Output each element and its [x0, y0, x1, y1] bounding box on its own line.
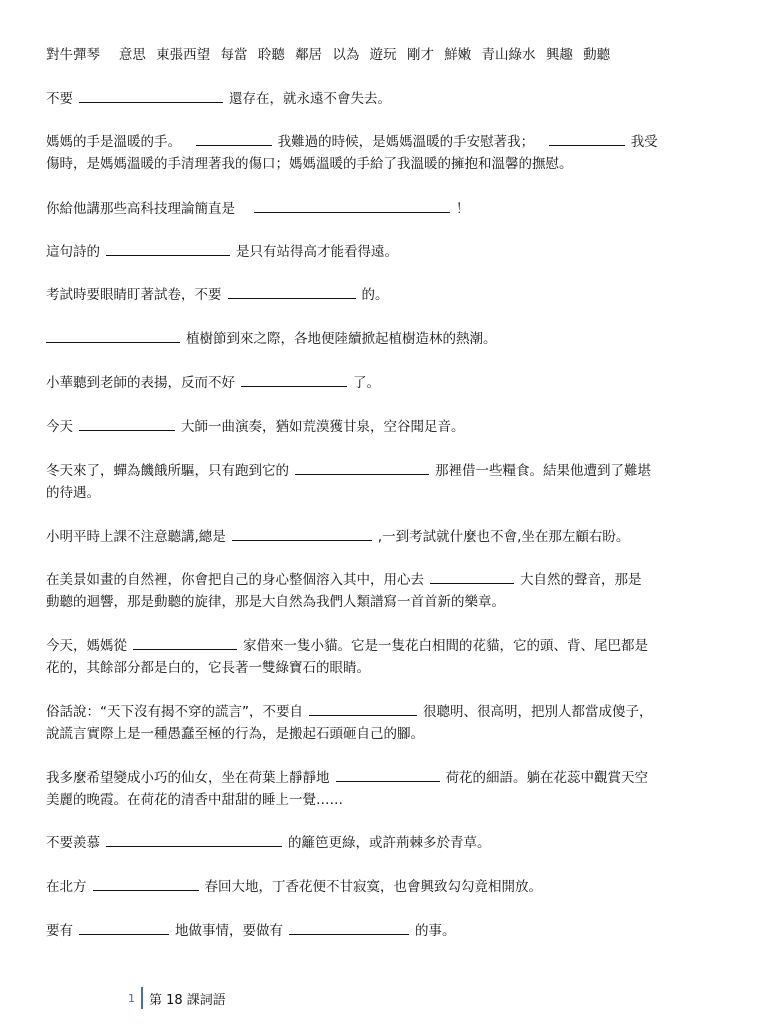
question-16: 在北方 春回大地，丁香花便不甘寂寞，也會興致勾勾竟相開放。 — [46, 879, 542, 895]
question-14: 我多麼希望變成小巧的仙女，坐在荷葉上靜靜地 荷花的細語。躺在花蕊中觀賞天空 — [46, 770, 648, 786]
answer-blank[interactable] — [79, 922, 169, 935]
answer-blank[interactable] — [430, 571, 514, 584]
word-bank-item: 以為 — [332, 47, 360, 63]
answer-blank[interactable] — [46, 330, 180, 343]
answer-blank[interactable] — [93, 878, 199, 891]
word-bank-item: 每當 — [220, 47, 248, 63]
answer-blank[interactable] — [106, 243, 230, 256]
answer-blank[interactable] — [196, 133, 272, 146]
answer-blank[interactable] — [336, 769, 440, 782]
answer-blank[interactable] — [309, 703, 417, 716]
question-8: 今天 大師一曲演奏，猶如荒漠獲甘泉，空谷聞足音。 — [46, 419, 465, 435]
answer-blank[interactable] — [106, 834, 282, 847]
word-bank — [46, 44, 726, 66]
word-bank-item: 動聽 — [583, 47, 611, 63]
word-bank-item: 東張西望 — [156, 47, 211, 63]
question-2-continued: 傷時，是媽媽溫暖的手清理著我的傷口；媽媽溫暖的手給了我溫暖的擁抱和溫馨的撫慰。 — [46, 156, 573, 172]
question-14-continued: 美麗的晚霞。在荷花的清香中甜甜的睡上一覺…… — [46, 792, 343, 808]
question-10: 小明平時上課不注意聽講,總是 ,一到考試就什麼也不會,坐在那左顧右盼。 — [46, 529, 630, 545]
question-15: 不要羨慕 的籬笆更綠，或許荊棘多於青草。 — [46, 835, 491, 851]
question-2: 媽媽的手是溫暖的手。 我難過的時候，是媽媽溫暖的手安慰著我； 我受 — [46, 134, 658, 150]
question-17: 要有 地做事情，要做有 的事。 — [46, 923, 456, 939]
question-7: 小華聽到老師的表揚，反而不好 了。 — [46, 375, 380, 391]
question-13-continued: 說謊言實際上是一種愚蠢至極的行為，是搬起石頭砸自己的腳。 — [46, 726, 424, 742]
answer-blank[interactable] — [549, 133, 625, 146]
question-12: 今天，媽媽從 家借來一隻小貓。它是一隻花白相間的花貓，它的頭、背、尾巴都是 — [46, 638, 648, 654]
question-9-continued: 的待遇。 — [46, 485, 100, 501]
question-13: 俗話說：“天下沒有揭不穿的謊言”，不要自 很聰明、很高明，把別人都當成傻子， — [46, 704, 653, 720]
lesson-title: 第 18 課詞語 — [149, 992, 226, 1008]
word-bank-item: 遊玩 — [369, 47, 397, 63]
word-bank-item: 興趣 — [545, 47, 573, 63]
footer-divider — [141, 987, 143, 1009]
answer-blank[interactable] — [232, 528, 372, 541]
answer-blank[interactable] — [228, 286, 356, 299]
answer-blank[interactable] — [79, 418, 175, 431]
answer-blank[interactable] — [79, 90, 223, 103]
word-bank-item: 意思 — [118, 47, 146, 63]
question-6: 植樹節到來之際，各地便陸續掀起植樹造林的熱潮。 — [46, 328, 726, 350]
answer-blank[interactable] — [254, 200, 450, 213]
word-bank-item: 聆聽 — [257, 47, 285, 63]
question-1: 不要 還存在，就永遠不會失去。 — [46, 91, 391, 107]
question-9: 冬天來了，蟬為饑餓所驅，只有跑到它的 那裡借一些糧食。結果他遭到了難堪 — [46, 463, 651, 479]
answer-blank[interactable] — [133, 637, 237, 650]
question-5: 考試時要眼睛盯著試卷，不要 的。 — [46, 287, 389, 303]
question-3: 你給他講那些高科技理論簡直是 ！ — [46, 201, 470, 217]
answer-blank[interactable] — [295, 462, 429, 475]
question-4: 這句詩的 是只有站得高才能看得遠。 — [46, 244, 398, 260]
question-11-continued: 動聽的迴響，那是動聽的旋律，那是大自然為我們人類譜寫一首首新的樂章。 — [46, 594, 505, 610]
page-number: 1 — [128, 991, 135, 1005]
word-bank-item: 鮮嫩 — [444, 47, 472, 63]
answer-blank[interactable] — [241, 374, 347, 387]
word-bank-item: 剛才 — [406, 47, 434, 63]
word-bank-item: 對牛彈琴 — [46, 47, 100, 63]
word-bank-item: 青山綠水 — [481, 47, 536, 63]
question-12-continued: 花的，其餘部分都是白的，它長著一雙綠寶石的眼睛。 — [46, 660, 370, 676]
answer-blank[interactable] — [289, 922, 409, 935]
word-bank-item: 鄰居 — [295, 47, 323, 63]
question-11: 在美景如畫的自然裡，你會把自己的身心整個溶入其中，用心去 大自然的聲音，那是 — [46, 572, 642, 588]
page-footer — [128, 986, 226, 1010]
